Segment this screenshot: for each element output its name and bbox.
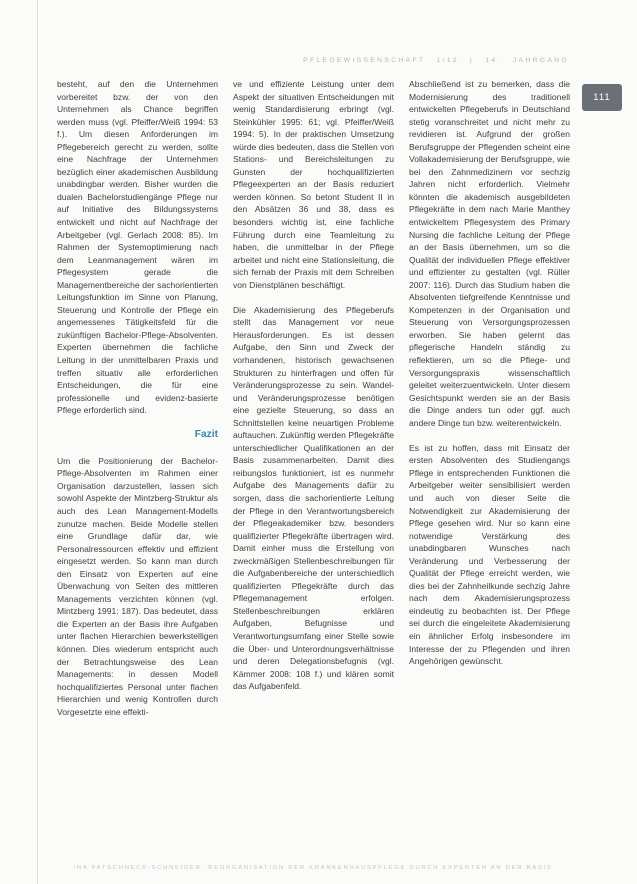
page-number-badge — [582, 84, 622, 111]
text-column-1 — [57, 78, 218, 718]
running-header: PFLEGEWISSENSCHAFT 1/12 | 14. JAHRGANG — [303, 57, 569, 64]
running-footer: INA PATSCHNECK-SCHNEIDER: REORGANISATION DER KRANKENHAUSPFLEGE DURCH EXPERTEN AN DER BASIS — [73, 865, 553, 871]
article-body — [57, 78, 569, 718]
page-number: 111 — [593, 92, 611, 103]
text-column-3 — [409, 78, 570, 718]
paragraph: Um die Positionierung der Bachelor-Pflege-Absolventen im Rahmen einer Organisation darzustellen, lassen sich sowohl Aspekte der Mintzberg-Struktur als auch des Lean Management-Modells zunutze machen. Beide Modelle stellen eine Grundlage dafür dar, wie Personalressourcen effektiv und effizient eingesetzt werden. So kann man durch den Einsatz von Experten auf eine Überwachung von Seiten des mittleren Managements verzichten können (vgl. Mintzberg 1991: 187). Das bedeutet, dass die Experten an der Basis ihre Aufgaben unter flachen Hierarchien bewerkstelligen können. Dies wiederum entspricht auch der Betrachtungsweise des Lean Managements: in dessen Modell hochqualifiziertes Personal unter flachen Hierarchien und wenig Kontrollen durch Vorgesetzte eine effekti- — [57, 455, 218, 717]
paragraph: Es ist zu hoffen, dass mit Einsatz der ersten Absolventen des Studiengangs Pflege in entsprechenden Funktionen die Arbeitgeber weiter sensibilisiert werden und auch von dieser Seite die Notwendigkeit zur Akademisierung der Pflege gesehen wird. Nur so kann eine notwendige Verstärkung des unabdingbaren Wunsches nach Veränderung und Verbesserung der Qualität der Pflege erreicht werden, wie dies bei der Zahnheilkunde sechzig Jahre nach dem Akademisierungsprozess eindeutig zu beobachten ist. Der Pflege sei durch die eingeleitete Akademisierung ein ähnlicher Erfolg insbesondere im Interesse der zu Pflegenden und ihren Angehörigen gewünscht. — [409, 442, 570, 667]
section-heading-fazit: Fazit — [194, 429, 218, 441]
paragraph: Die Akademisierung des Pflegeberufs stellt das Management vor neue Herausforderungen. Es ist dessen Aufgabe, den Sinn und Zweck der vorhandenen, historisch gewachsenen Strukturen zu hinterfragen und offen für Veränderungsprozesse zu sein. Wandel- und Veränderungsprozesse benötigen eine gezielte Steuerung, so dass an Schnittstellen keine neuartigen Probleme auftauchen. Zukünftig werden Pflegekräfte unterschiedlicher Qualifikationen an der Basis zusammenarbeiten. Damit dies reibungslos funktioniert, ist es nunmehr Aufgabe des Managements dafür zu sorgen, dass die sachorientierte Leitung der Pflege in den Verantwortungsbereich der Pflegeakademiker bzw. besonders qualifizierter Pflegekräfte übertragen wird. Damit einher muss die Erstellung von zweckmäßigen Stellenbeschreibungen für die Aufgabenbereiche der unterschiedlich qualifizierten Pflegekräfte durch das Pflegemanagement erfolgen. Stellenbeschreibungen erklären Aufgaben, Befugnisse und Verantwortungsumfang einer Stelle sowie die Über- und Unterordnungsverhältnisse und deren Delegationsbefugnis (vgl. Kämmer 2008: 108 f.) und klären somit das Aufgabenfeld. — [233, 304, 394, 692]
paragraph: Abschließend ist zu bemerken, dass die Modernisierung des traditionell entwickelten Pflegeberufs in Deutschland stetig voranschreitet und nicht mehr zu revidieren ist. Aufgrund der großen Berufsgruppe der Pflegenden scheint eine Vollakademisierung der Berufsgruppe, wie bei den Zahnmedizinern vor sechzig Jahren nicht erforderlich. Vielmehr könnten die akademisch ausgebildeten Pflegekräfte in dem nach Marie Manthey entwickeltem Pflegesystem des Primary Nursing die fachliche Leitung der Pflege an der Basis übernehmen, um so die Qualität der individuellen Pflege effektiver und effizienter zu gestalten (vgl. Rüller 2007: 116). Durch das Studium haben die Absolventen tiefgreifende Kenntnisse und Kompetenzen in der Organisation und Steuerung von Versorgungsprozessen erworben. Sie haben gelernt das pflegerische Handeln ständig zu reflektieren, um so die Pflege- und Versorgungspraxis wissenschaftlich geleitet weiterzuentwickeln. Unter diesem Gesichtspunkt werden sie an der Basis die Dinge anders tun oder ggf. auch andere Dinge tun bzw. weiterentwickeln. — [409, 79, 570, 428]
paragraph: besteht, auf den die Unternehmen vorbereitet bzw. der von den Unternehmen als Chance begriffen werden muss (vgl. Pfeiffer/Weiß 1994: 53 f.). Um diesen Anforderungen im Pflegebereich gerecht zu werden, sollte eine Nachfrage der Unternehmen bezüglich einer akademischen Ausbildung unabdingbar werden. Bisher wurden die dualen Bachelorstudiengänge Pflege nur auf Initiative des Bildungssystems entwickelt und nicht auf Nachfrage der Arbeitgeber (vgl. Gerlach 2008: 85). Im Rahmen der Systemoptimierung nach dem Leanmanagement wären im Pflegesystem gerade die Managementbereiche der sachorientierten Leitungsfunktion im Sinne von Planung, Steuerung und Kontrolle der Pflege ein angemessenes Tätigkeitsfeld für die zukünftigen Bachelor-Pflege-Absolventen. Experten übernehmen die fachliche Leitung in der unmittelbaren Praxis und treffen situativ alle erforderlichen Entscheidungen, die für eine professionelle und evidenz-basierte Pflege erforderlich sind. — [57, 79, 218, 416]
text-column-2 — [233, 78, 394, 718]
left-margin-rule — [37, 0, 38, 884]
paragraph: ve und effiziente Leistung unter dem Aspekt der situativen Entscheidungen mit wenig Standardisierung erbringt (vgl. Steinkühler 1995: 61; vgl. Pfeiffer/Weiß 1994: 5). In der praktischen Umsetzung würde dies bedeuten, dass die Stellen von Stations- und Bereichsleitungen zu Gunsten der hochqualifizierten Pflegeexperten an der Basis reduziert werden können. So betont Student II in den Absätzen 36 und 38, dass es besonders wichtig ist, eine fachliche Führung durch eine Teamleitung zu haben, die unmittelbar in der Pflege arbeitet und nicht eine Stationsleitung, die sich fernab der Praxis mit dem Schreiben von Dienstplänen beschäftigt. — [233, 79, 394, 290]
